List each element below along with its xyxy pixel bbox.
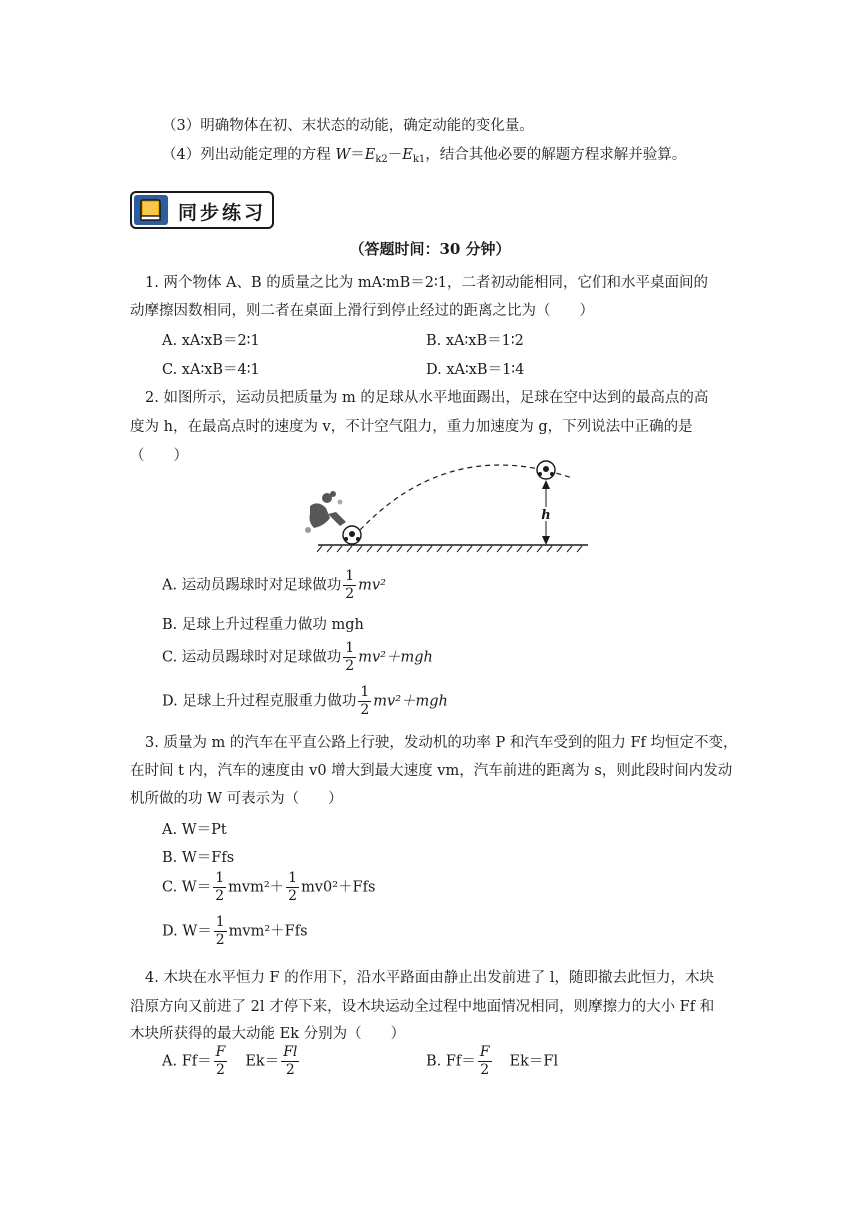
q3-line-3: 机所做的功 W 可表示为（ ） [130,791,343,807]
ball-top-icon [537,461,555,479]
q3-option-d: D. W＝ $\frac{1}{2}$ mvm²＋Ffs [162,914,308,948]
q1-line-1: 1. 两个物体 A、B 的质量之比为 mA∶mB＝2∶1，二者初动能相同，它们和水平桌面间的 [145,275,709,291]
fraction: $\frac{F}{2}$ [215,1044,226,1078]
fraction: $\frac{Fl}{2}$ [283,1044,298,1078]
fraction: $\frac{1}{2}$ [360,684,370,718]
q1-option-c: C. xA∶xB＝4∶1 [162,362,260,378]
q4-line-3: 木块所获得的最大动能 Ek 分别为（ ） [130,1026,406,1042]
player-icon [305,491,346,533]
q3-option-b: B. W＝Ffs [162,850,235,866]
fraction: $\frac{1}{2}$ [345,640,355,674]
q1-option-a: A. xA∶xB＝2∶1 [162,333,260,349]
q1-option-b: B. xA∶xB＝1∶2 [426,333,524,349]
q2-line-3: （ ） [130,448,188,464]
section-title: 同步练习 [178,202,267,224]
q3-line-1: 3. 质量为 m 的汽车在平直公路上行驶，发动机的功率 P 和汽车受到的阻力 Ff 均恒定不变， [145,735,738,751]
time-note: （答题时间：30 分钟） [349,240,511,258]
q1-option-d: D. xA∶xB＝1∶4 [426,362,525,378]
section-badge [130,191,274,229]
football-figure [300,456,600,560]
q4-option-a: A. Ff＝ $\frac{F}{2}$ Ek＝ $\frac{Fl}{2}$ [162,1044,298,1078]
fraction: $\frac{1}{2}$ [288,870,298,904]
q4-option-b: B. Ff＝ $\frac{F}{2}$ Ek＝Fl [426,1044,559,1078]
q3-line-2: 在时间 t 内，汽车的速度由 v0 增大到最大速度 vm，汽车前进的距离为 s，则此段时间内发动 [130,763,733,779]
q2-line-1: 2. 如图所示，运动员把质量为 m 的足球从水平地面踢出，足球在空中达到的最高点的高 [145,390,709,406]
height-label: h [541,508,551,523]
fraction: $\frac{F}{2}$ [479,1044,490,1078]
ball-start-icon [343,526,361,544]
q2-option-b: B. 足球上升过程重力做功 mgh [162,617,364,633]
q2-option-c: C. 运动员踢球时对足球做功 $\frac{1}{2}$ mv²＋mgh [162,640,433,674]
q2-option-d: D. 足球上升过程克服重力做功 $\frac{1}{2}$ mv²＋mgh [162,684,448,718]
fraction: $\frac{1}{2}$ [345,568,355,602]
q1-line-2: 动摩擦因数相同，则二者在桌面上滑行到停止经过的距离之比为（ ） [130,303,594,319]
book-icon [134,195,168,225]
q4-line-1: 4. 木块在水平恒力 F 的作用下，沿水平路面由静止出发前进了 l，随即撤去此恒力，木块 [145,970,714,986]
q4-line-2: 沿原方向又前进了 2l 才停下来，设木块运动全过程中地面情况相同，则摩擦力的大小 Ff 和 [130,999,715,1015]
fraction: $\frac{1}{2}$ [215,870,225,904]
q3-option-c: C. W＝ $\frac{1}{2}$ mvm²＋ $\frac{1}{2}$ mv0²＋Ffs [162,870,376,904]
fraction: $\frac{1}{2}$ [215,914,225,948]
step-4: （4）列出动能定理的方程 $W=E_{k2}-E_{k1}$，结合其他必要的解题方程求解并验算。 [162,147,687,165]
q2-line-2: 度为 h，在最高点时的速度为 v，不计空气阻力，重力加速度为 g，下列说法中正确的是 [130,419,693,435]
step-3: （3）明确物体在初、末状态的动能，确定动能的变化量。 [162,118,534,134]
q2-option-a: A. 运动员踢球时对足球做功 $\frac{1}{2}$ mv² [162,568,386,602]
q3-option-a: A. W＝Pt [162,822,227,838]
